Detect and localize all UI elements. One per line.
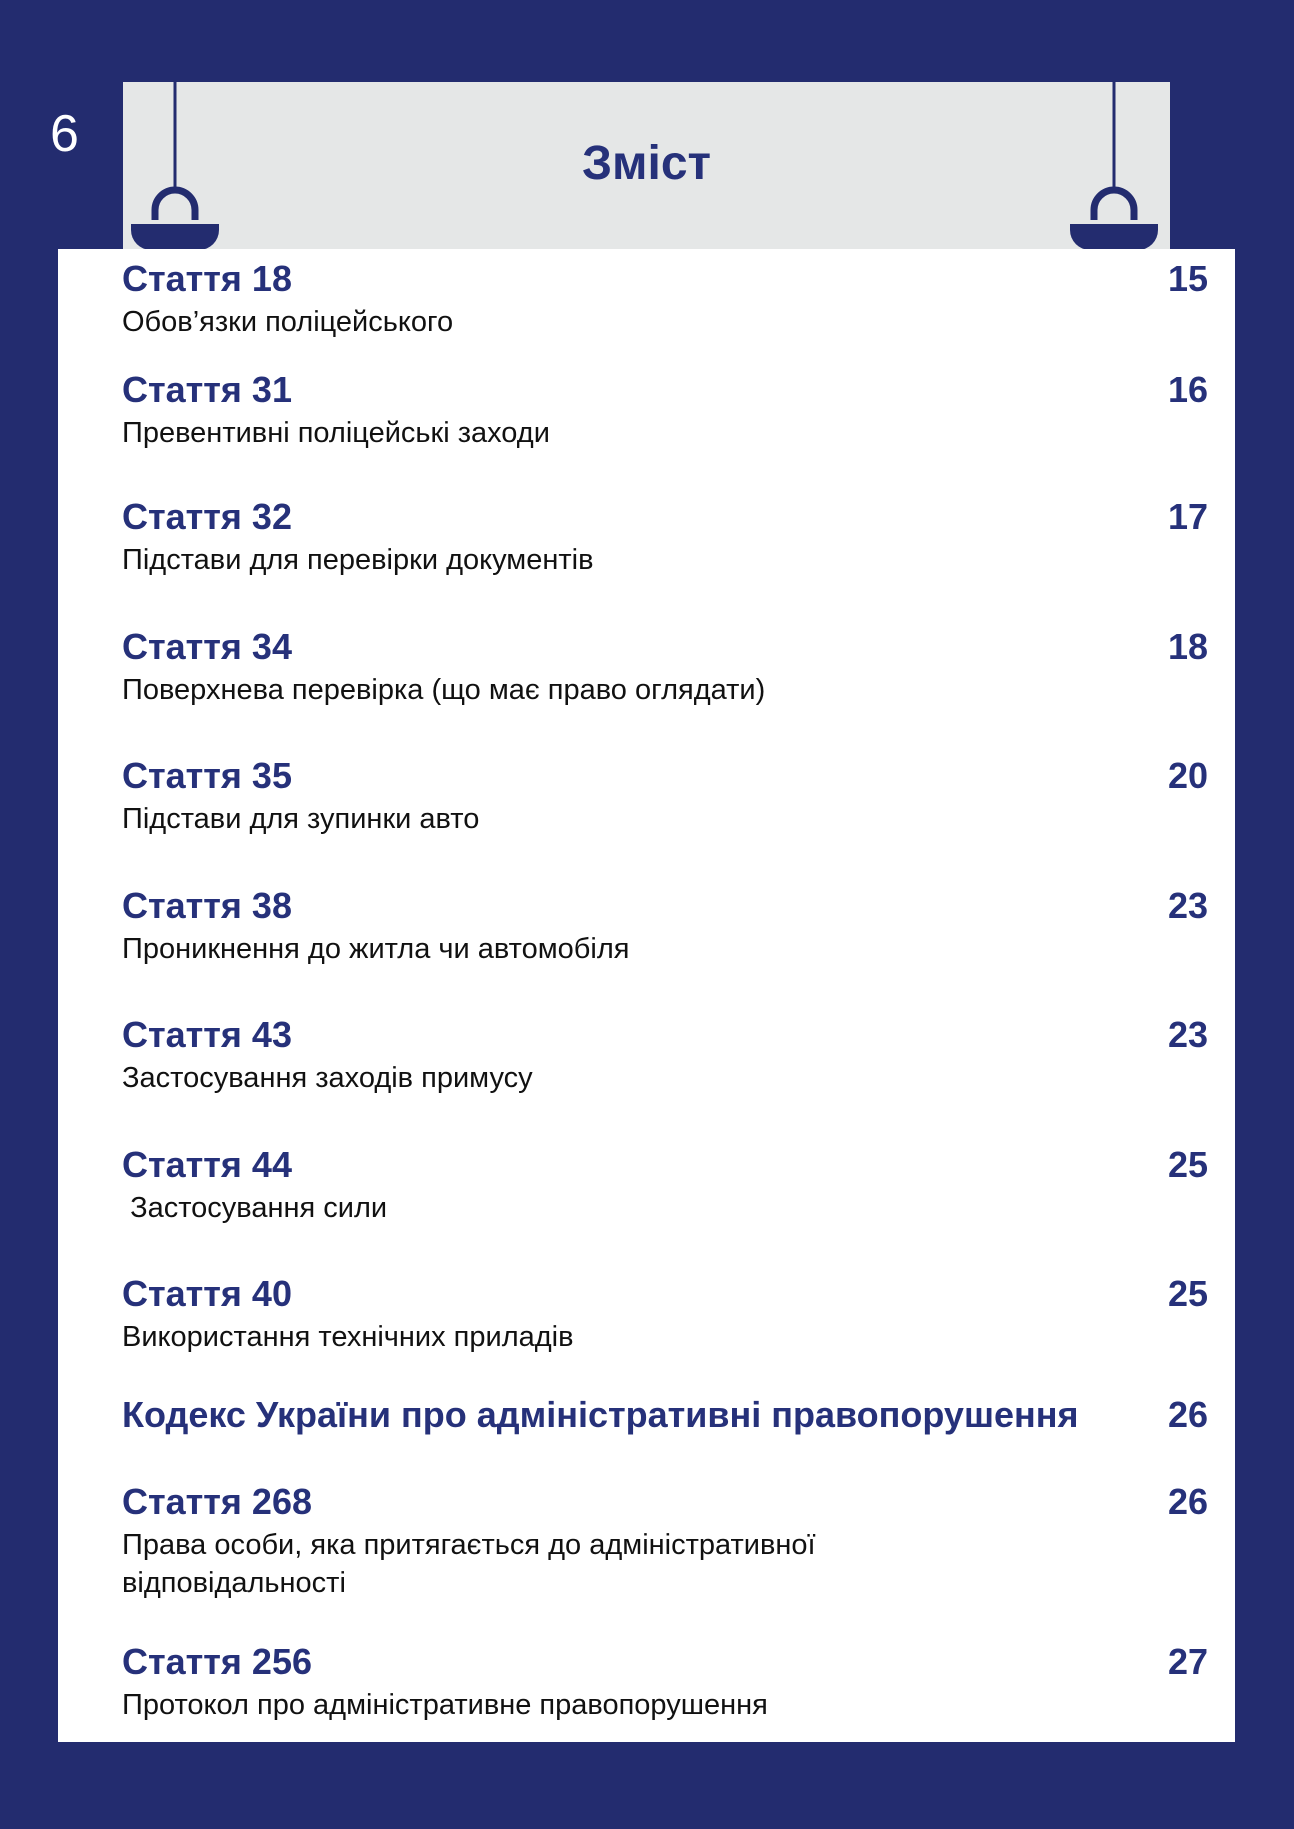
toc-entry-description: Застосування заходів примусу — [122, 1062, 533, 1094]
toc-entry-title: Стаття 18 — [122, 258, 292, 299]
toc-entry[interactable] — [122, 1145, 1227, 1227]
toc-entry-title: Стаття 44 — [122, 1144, 292, 1185]
toc-entry-title: Стаття 31 — [122, 369, 292, 410]
toc-entry-description: Обов’язки поліцейського — [122, 306, 454, 338]
toc-entry-page: 18 — [1168, 626, 1209, 667]
toc-entry-page: 23 — [1168, 885, 1209, 926]
header-panel — [123, 82, 1170, 250]
toc-entry-description: Права особи, яка притягається до адміністративної відповідальності — [122, 1529, 824, 1599]
toc-entry[interactable] — [122, 1015, 1227, 1097]
hanging-lamp-icon — [1068, 82, 1160, 254]
toc-entry-title: Стаття 32 — [122, 496, 292, 537]
toc-entry[interactable] — [122, 756, 1227, 838]
toc-entry-description: Підстави для перевірки документів — [122, 544, 594, 576]
toc-entry-title: Стаття 38 — [122, 885, 292, 926]
toc-entry-title: Стаття 43 — [122, 1014, 292, 1055]
table-of-contents — [58, 249, 1235, 1742]
toc-entry-title: Стаття 35 — [122, 755, 292, 796]
toc-entry[interactable] — [122, 886, 1227, 968]
toc-entry-page: 17 — [1168, 496, 1209, 537]
toc-entry[interactable] — [122, 1274, 1227, 1356]
toc-entry-page: 20 — [1168, 755, 1209, 796]
toc-entry[interactable] — [122, 370, 1227, 452]
toc-entry-title: Стаття 256 — [122, 1641, 312, 1682]
toc-entry-description: Поверхнева перевірка (що має право оглядати) — [122, 674, 766, 706]
toc-entry-description: Застосування сили — [122, 1192, 388, 1224]
toc-entry-page: 27 — [1168, 1641, 1209, 1682]
toc-entry[interactable] — [122, 627, 1227, 709]
hanging-lamp-icon — [129, 82, 221, 254]
toc-entry-title: Стаття 34 — [122, 626, 292, 667]
toc-entry-description: Протокол про адміністративне правопорушення — [122, 1689, 768, 1721]
toc-entry-description: Використання технічних приладів — [122, 1321, 574, 1353]
toc-entry-page: 15 — [1168, 258, 1209, 299]
toc-entry-page: 25 — [1168, 1273, 1209, 1314]
toc-entry-description: Проникнення до житла чи автомобіля — [122, 933, 630, 965]
toc-entry-description: Превентивні поліцейські заходи — [122, 417, 550, 449]
toc-entry-title: Стаття 268 — [122, 1481, 312, 1522]
toc-entry-title: Стаття 40 — [122, 1273, 292, 1314]
toc-entry-page: 25 — [1168, 1144, 1209, 1185]
toc-entry[interactable] — [122, 497, 1227, 579]
toc-entry-page: 16 — [1168, 369, 1209, 410]
toc-entry[interactable] — [122, 1482, 1227, 1602]
toc-section-entry[interactable] — [122, 1395, 1227, 1435]
toc-entry-page: 23 — [1168, 1014, 1209, 1055]
toc-entry-page: 26 — [1168, 1481, 1209, 1522]
toc-entry[interactable] — [122, 1642, 1227, 1724]
toc-entry-description: Підстави для зупинки авто — [122, 803, 480, 835]
toc-entry[interactable] — [122, 259, 1227, 341]
page-title: Зміст — [581, 137, 712, 190]
page-number: 6 — [50, 105, 79, 163]
toc-entry-page: 26 — [1168, 1394, 1209, 1435]
toc-section-title: Кодекс України про адміністративні правопорушення — [122, 1394, 1079, 1435]
